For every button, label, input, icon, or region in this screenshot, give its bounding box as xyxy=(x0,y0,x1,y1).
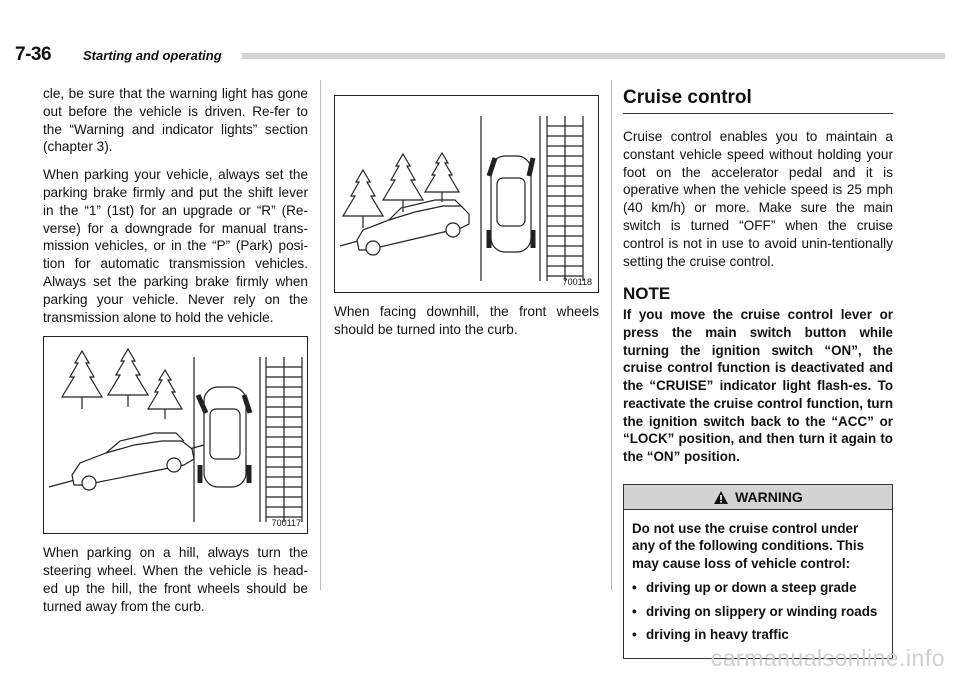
uphill-parking-illustration xyxy=(44,337,307,533)
column-2 xyxy=(334,85,599,349)
paragraph: Cruise control enables you to maintain a constant vehicle speed without holding your foot on the accelerator pedal and it is operative when the vehicle speed is 25 mph (40 km/h) or more. Make sure the main switch is turned “OFF” when the cruise control is not in use to avoid unin-tentionally setting the cruise control. xyxy=(623,129,893,269)
paragraph: When parking your vehicle, always set the parking brake firmly and put the shift lever in the “1” (1st) for an upgrade or “R” (Re-verse) for a downgrade for manual trans-mission vehicles, or in the “P” (Park) posi-tion for automatic transmission vehicles. Always set the parking brake firmly when parking your vehicle. Never rely on the transmission alone to hold the vehicle. xyxy=(43,167,308,325)
warning-intro: Do not use the cruise control under any of the following conditions. This may cause loss of vehicle control: xyxy=(632,520,865,572)
section-title: Starting and operating xyxy=(83,48,222,63)
paragraph: When facing downhill, the front wheels should be turned into the curb. xyxy=(334,304,599,337)
list-item: • driving on slippery or winding roads xyxy=(632,603,884,621)
warning-box xyxy=(623,484,893,659)
column-3 xyxy=(623,85,893,659)
warning-triangle-icon xyxy=(713,490,729,505)
warning-body xyxy=(624,510,892,658)
page-header xyxy=(15,44,945,68)
list-item: • driving up or down a steep grade xyxy=(632,579,884,597)
page-number: 7-36 xyxy=(15,44,52,65)
paragraph: When parking on a hill, always turn the steering wheel. When the vehicle is head-ed up the hill, the front wheels should be turned away from the curb. xyxy=(43,545,308,614)
warning-title: WARNING xyxy=(735,488,803,505)
figure-code: 700117 xyxy=(271,518,301,529)
watermark: carmanualsonline.info xyxy=(710,645,945,671)
figure-code: 700118 xyxy=(562,277,592,287)
figure-uphill-parking xyxy=(43,336,308,534)
figure-downhill-parking xyxy=(334,95,599,293)
warning-header xyxy=(624,485,892,510)
header-rule xyxy=(242,53,945,59)
paragraph: cle, be sure that the warning light has gone out before the vehicle is driven. Re-fer to the “Warning and indicator lights” section (chapter 3). xyxy=(43,86,308,155)
column-1 xyxy=(43,85,308,626)
note-text: If you move the cruise control lever or press the main switch button while turning the ignition switch “ON”, the cruise control function is deactivated and the “CRUISE” indicator light flash-es. To reactivate the cruise control function, turn the ignition switch back to the “ACC” or “LOCK” position, and then turn it again to the “ON” position. xyxy=(623,307,893,464)
list-item: • driving in heavy traffic xyxy=(632,626,884,644)
note-title: NOTE xyxy=(623,284,671,304)
section-heading: Cruise control xyxy=(623,87,893,114)
warning-list xyxy=(632,579,884,644)
downhill-parking-illustration xyxy=(335,96,598,292)
column-divider xyxy=(320,80,321,590)
column-divider xyxy=(611,80,612,590)
